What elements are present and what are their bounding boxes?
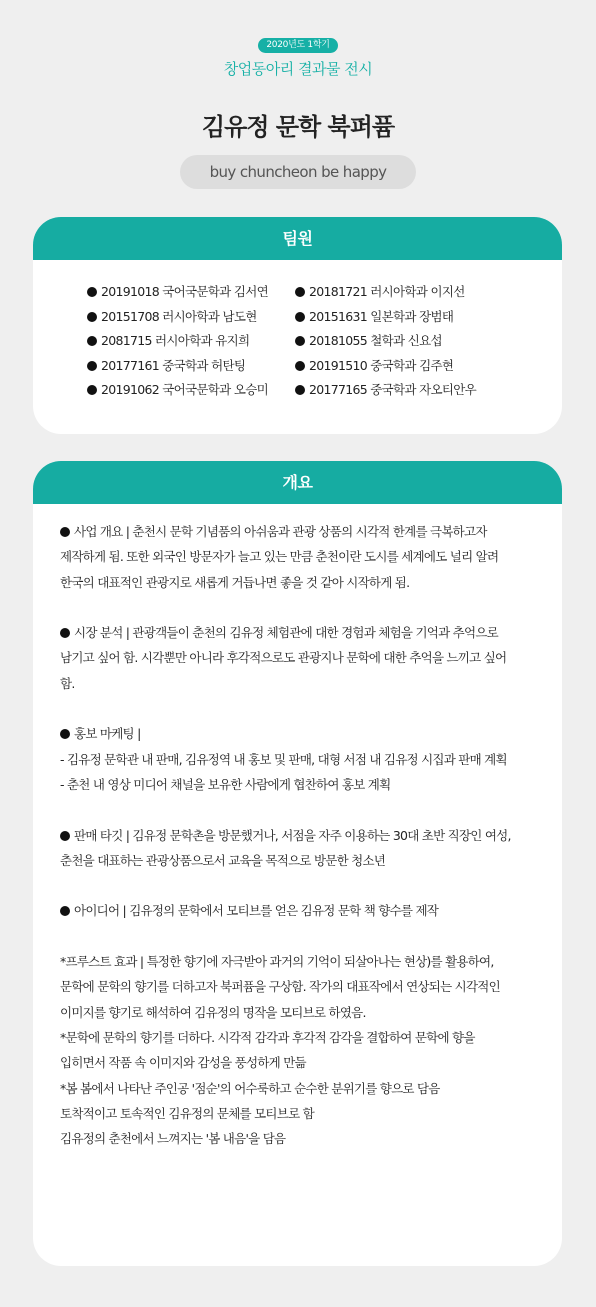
overview-line-text: 홍보 마케팅 | — [74, 726, 141, 742]
spacer — [60, 797, 550, 822]
team-member-text: 20181055 철학과 신요섭 — [309, 333, 442, 348]
team-member — [295, 378, 535, 403]
overview-line: *봄 봄에서 나타난 주인공 '점순'의 어수룩하고 순수한 분위기를 향으로 담음 — [60, 1080, 440, 1096]
team-member-text: 20177165 중국학과 자오티안우 — [309, 382, 476, 397]
overview-line — [60, 823, 550, 848]
bullet-icon — [295, 361, 305, 371]
overview-line: 제작하게 됨. 또한 외국인 방문자가 늘고 있는 만큼 춘천이란 도시를 세계에도 널리 알려 — [60, 549, 499, 565]
team-card-header: 팀원 — [33, 217, 562, 260]
overview-line: *문학에 문학의 향기를 더하다. 시각적 감각과 후각적 감각을 결합하여 문학에 향을 — [60, 1029, 475, 1045]
team-member — [87, 280, 295, 305]
overview-line: 춘천을 대표하는 관광상품으로서 교육을 목적으로 방문한 청소년 — [60, 852, 386, 868]
team-member — [87, 354, 295, 379]
overview-line: 함. — [60, 675, 75, 691]
bullet-icon — [295, 287, 305, 297]
bullet-icon — [295, 336, 305, 346]
bullet-icon — [60, 831, 70, 841]
spacer — [60, 873, 550, 898]
overview-line-text: 시장 분석 | 관광객들이 춘천의 김유정 체험관에 대한 경험과 체험을 기억과 추억으로 — [74, 625, 498, 641]
overview-line-text: 판매 타깃 | 김유정 문학촌을 방문했거나, 서점을 자주 이용하는 30대 초반 직장인 여성, — [74, 827, 511, 843]
team-member — [87, 305, 295, 330]
team-member-text: 20191018 국어국문학과 김서연 — [101, 284, 268, 299]
overview-line: 이미지를 향기로 해석하여 김유정의 명작을 모티브로 하였음. — [60, 1004, 366, 1020]
overview-line: 한국의 대표적인 관광지로 새롭게 거듭나면 좋을 것 같아 시작하게 됨. — [60, 574, 410, 590]
team-member — [295, 354, 535, 379]
overview-card — [33, 461, 562, 1266]
team-member-text: 20181721 러시아학과 이지선 — [309, 284, 465, 299]
exhibition-title: 창업동아리 결과물 전시 — [223, 60, 373, 78]
team-member-list — [87, 280, 547, 403]
bullet-icon — [87, 361, 97, 371]
overview-line — [60, 620, 550, 645]
bullet-icon — [295, 312, 305, 322]
bullet-icon — [60, 527, 70, 537]
team-member — [295, 280, 535, 305]
overview-line: 토착적이고 토속적인 김유정의 문체를 모티브로 함 — [60, 1105, 314, 1121]
bullet-icon — [60, 906, 70, 916]
team-member — [87, 329, 295, 354]
overview-line — [60, 898, 550, 923]
bullet-icon — [87, 287, 97, 297]
overview-line: - 김유정 문학관 내 판매, 김유정역 내 홍보 및 판매, 대형 서점 내 김유정 시집과 판매 계획 — [60, 751, 507, 767]
overview-line: 김유정의 춘천에서 느껴지는 '봄 내음'을 담음 — [60, 1131, 286, 1147]
team-member-text: 20151631 일본학과 장범태 — [309, 308, 454, 324]
spacer — [60, 924, 550, 949]
bullet-icon — [295, 385, 305, 395]
team-member — [87, 378, 295, 403]
overview-line: 남기고 싶어 함. 시각뿐만 아니라 후각적으로도 관광지나 문학에 대한 추억을 느끼고 싶어 — [60, 650, 507, 666]
bullet-icon — [87, 312, 97, 322]
overview-body — [60, 519, 550, 1151]
overview-line: - 춘천 내 영상 미디어 채널을 보유한 사람에게 협찬하여 홍보 계획 — [60, 776, 391, 792]
slogan-pill: buy chuncheon be happy — [180, 155, 416, 189]
spacer — [60, 595, 550, 620]
team-card — [33, 217, 562, 434]
semester-badge: 2020년도 1학기 — [258, 38, 338, 53]
team-member-text: 20191510 중국학과 김주현 — [309, 357, 454, 373]
bullet-icon — [60, 628, 70, 638]
team-member-text: 2081715 러시아학과 유지희 — [101, 333, 250, 348]
team-member — [295, 329, 535, 354]
team-member-text: 20177161 중국학과 허탄팅 — [101, 357, 246, 373]
overview-line — [60, 519, 550, 544]
overview-line: 입히면서 작품 속 이미지와 감성을 풍성하게 만듦 — [60, 1055, 306, 1071]
team-member — [295, 305, 535, 330]
overview-line-text: 사업 개요 | 춘천시 문학 기념품의 아쉬움과 관광 상품의 시각적 한계를 극복하고자 — [74, 524, 487, 539]
bullet-icon — [60, 729, 70, 739]
overview-line — [60, 721, 550, 746]
overview-card-header: 개요 — [33, 461, 562, 504]
overview-line: *프루스트 효과 | 특정한 향기에 자극받아 과거의 기억이 되살아나는 현상)를 활용하여, — [60, 954, 494, 970]
overview-line-text: 아이디어 | 김유정의 문학에서 모티브를 얻은 김유정 문학 책 향수를 제작 — [74, 903, 439, 919]
overview-line: 문학에 문학의 향기를 더하고자 북퍼퓸을 구상함. 작가의 대표작에서 연상되는 시각적인 — [60, 979, 500, 995]
spacer — [60, 696, 550, 721]
team-member-text: 20151708 러시아학과 남도현 — [101, 308, 257, 324]
page-title: 김유정 문학 북퍼퓸 — [201, 113, 395, 141]
bullet-icon — [87, 385, 97, 395]
bullet-icon — [87, 336, 97, 346]
team-member-text: 20191062 국어국문학과 오승미 — [101, 382, 268, 397]
